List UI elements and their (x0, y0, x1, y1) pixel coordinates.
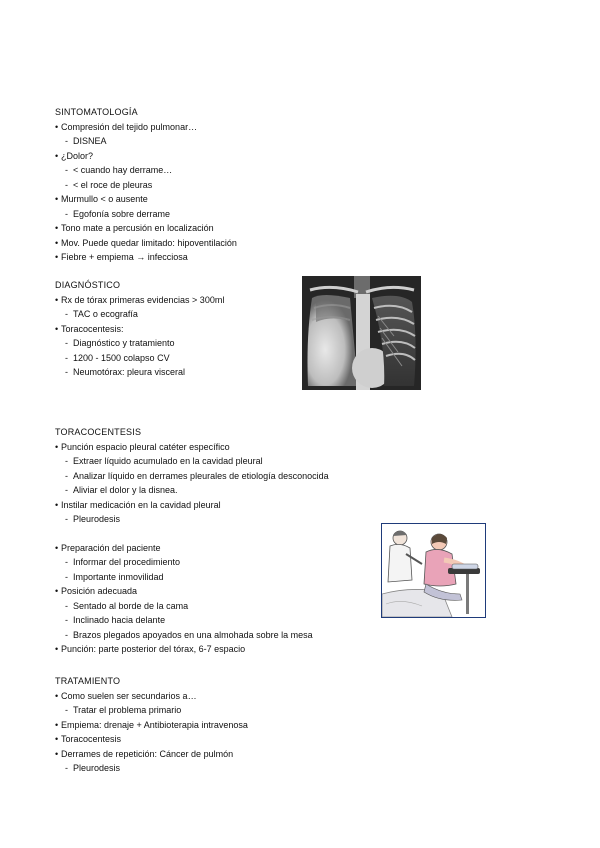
bullet-marker: • (55, 223, 59, 233)
bullet-marker: • (55, 586, 59, 596)
bullet-marker: • (55, 294, 59, 305)
item-text: Posición adecuada (61, 586, 138, 596)
item-text: Informar del procedimiento (73, 557, 181, 567)
dash-marker: - (65, 705, 68, 715)
item-text: Pleurodesis (73, 514, 121, 524)
dash-marker: - (65, 367, 68, 377)
item-text: Sentado al borde de la cama (73, 600, 189, 611)
item-text: Aliviar el dolor y la disnea. (73, 485, 178, 495)
sub-item (55, 555, 395, 570)
item-text: Punción: parte posterior del tórax, 6-7 espacio (61, 644, 246, 654)
sub-item (55, 483, 395, 498)
list-item (55, 440, 395, 455)
dash-marker: - (65, 179, 68, 190)
dash-marker: - (65, 615, 68, 625)
bullet-marker: • (55, 719, 59, 730)
list-item (55, 541, 395, 556)
item-text: Toracocentesis: (61, 323, 124, 334)
item-text: Extraer líquido acumulado en la cavidad pleural (73, 456, 263, 466)
item-text: Egofonía sobre derrame (73, 208, 171, 219)
item-text: Pleurodesis (73, 763, 121, 773)
spacer (55, 527, 395, 541)
sub-item (55, 178, 385, 193)
dash-marker: - (65, 557, 68, 567)
dash-marker: - (65, 514, 68, 524)
section-tratamiento (55, 674, 385, 776)
dash-marker: - (65, 629, 68, 640)
bullet-marker: • (55, 748, 59, 759)
dash-marker: - (65, 571, 68, 582)
chest-xray-image (302, 276, 421, 390)
illustration-drawing (382, 524, 485, 617)
list-item (55, 732, 385, 747)
item-text: 1200 - 1500 colapso CV (73, 352, 170, 363)
item-text: < el roce de pleuras (73, 179, 153, 190)
bullet-marker: • (55, 734, 59, 744)
xray-drawing (302, 276, 421, 390)
item-text: Rx de tórax primeras evidencias > 300ml (61, 294, 225, 305)
section-title: TORACOCENTESIS (55, 427, 142, 437)
list-item (55, 747, 385, 762)
item-text: Murmullo < o ausente (61, 194, 148, 204)
dash-marker: - (65, 470, 68, 481)
bullet-marker: • (55, 644, 59, 654)
bullet-marker: • (55, 252, 59, 262)
bullet-list (55, 440, 395, 657)
item-text: TAC o ecografía (73, 309, 138, 319)
sub-item (55, 599, 395, 614)
list-item (55, 221, 385, 236)
list-item (55, 642, 395, 657)
item-text: Empiema: drenaje + Antibioterapia intravenosa (61, 719, 248, 730)
sub-item (55, 628, 395, 643)
section-sintomatologia (55, 105, 385, 265)
sub-item (55, 163, 385, 178)
list-item (55, 584, 395, 599)
list-item (55, 192, 385, 207)
sub-item (55, 703, 385, 718)
dash-marker: - (65, 352, 68, 363)
item-text: Tratar el problema primario (73, 705, 182, 715)
bullet-marker: • (55, 323, 59, 334)
item-text: Instilar medicación en la cavidad pleural (61, 499, 221, 510)
section-toracocentesis (55, 425, 395, 657)
list-item (55, 718, 385, 733)
dash-marker: - (65, 456, 68, 466)
item-text: ¿Dolor? (61, 150, 94, 161)
list-item (55, 498, 395, 513)
dash-marker: - (65, 485, 68, 495)
item-text: Preparación del paciente (61, 542, 161, 553)
bullet-marker: • (55, 441, 59, 452)
bullet-list (55, 689, 385, 776)
item-text: Mov. Puede quedar limitado: hipoventilación (61, 237, 237, 248)
sub-item (55, 134, 385, 149)
thoracentesis-illustration (381, 523, 486, 618)
bullet-marker: • (55, 237, 59, 248)
bullet-marker: • (55, 194, 59, 204)
sub-item (55, 761, 385, 776)
sub-item (55, 613, 395, 628)
bullet-marker: • (55, 150, 59, 161)
bullet-marker: • (55, 121, 59, 132)
item-text: Importante inmovilidad (73, 571, 164, 582)
bullet-marker: • (55, 499, 59, 510)
dash-marker: - (65, 600, 68, 611)
item-text: Tono mate a percusión en localización (61, 223, 214, 233)
sub-item (55, 512, 395, 527)
item-text: Como suelen ser secundarios a… (61, 690, 197, 701)
item-text: Compresión del tejido pulmonar… (61, 121, 198, 132)
dash-marker: - (65, 165, 68, 175)
dash-marker: - (65, 136, 68, 146)
item-text: < cuando hay derrame… (73, 165, 173, 175)
dash-marker: - (65, 338, 68, 348)
sub-item (55, 207, 385, 222)
list-item (55, 250, 385, 265)
section-title: SINTOMATOLOGÍA (55, 107, 138, 117)
item-text: Punción espacio pleural catéter específico (61, 441, 230, 452)
item-text: Inclinado hacia delante (73, 615, 166, 625)
item-text: Brazos plegados apoyados en una almohada sobre la mesa (73, 629, 313, 640)
list-item (55, 120, 385, 135)
bullet-list (55, 120, 385, 265)
section-title: TRATAMIENTO (55, 676, 121, 686)
list-item (55, 689, 385, 704)
item-text: DISNEA (73, 136, 107, 146)
dash-marker: - (65, 208, 68, 219)
bullet-marker: • (55, 542, 59, 553)
sub-item (55, 454, 395, 469)
bullet-marker: • (55, 690, 59, 701)
section-title: DIAGNÓSTICO (55, 280, 121, 290)
list-item (55, 236, 385, 251)
item-text: Diagnóstico y tratamiento (73, 338, 175, 348)
item-text: Derrames de repetición: Cáncer de pulmón (61, 748, 234, 759)
item-text: Fiebre + empiema → infecciosa (61, 252, 188, 262)
dash-marker: - (65, 763, 68, 773)
list-item (55, 149, 385, 164)
sub-item (55, 570, 395, 585)
sub-item (55, 469, 395, 484)
item-text: Neumotórax: pleura visceral (73, 367, 186, 377)
dash-marker: - (65, 309, 68, 319)
item-text: Analizar líquido en derrames pleurales de etiología desconocida (73, 470, 329, 481)
item-text: Toracocentesis (61, 734, 122, 744)
